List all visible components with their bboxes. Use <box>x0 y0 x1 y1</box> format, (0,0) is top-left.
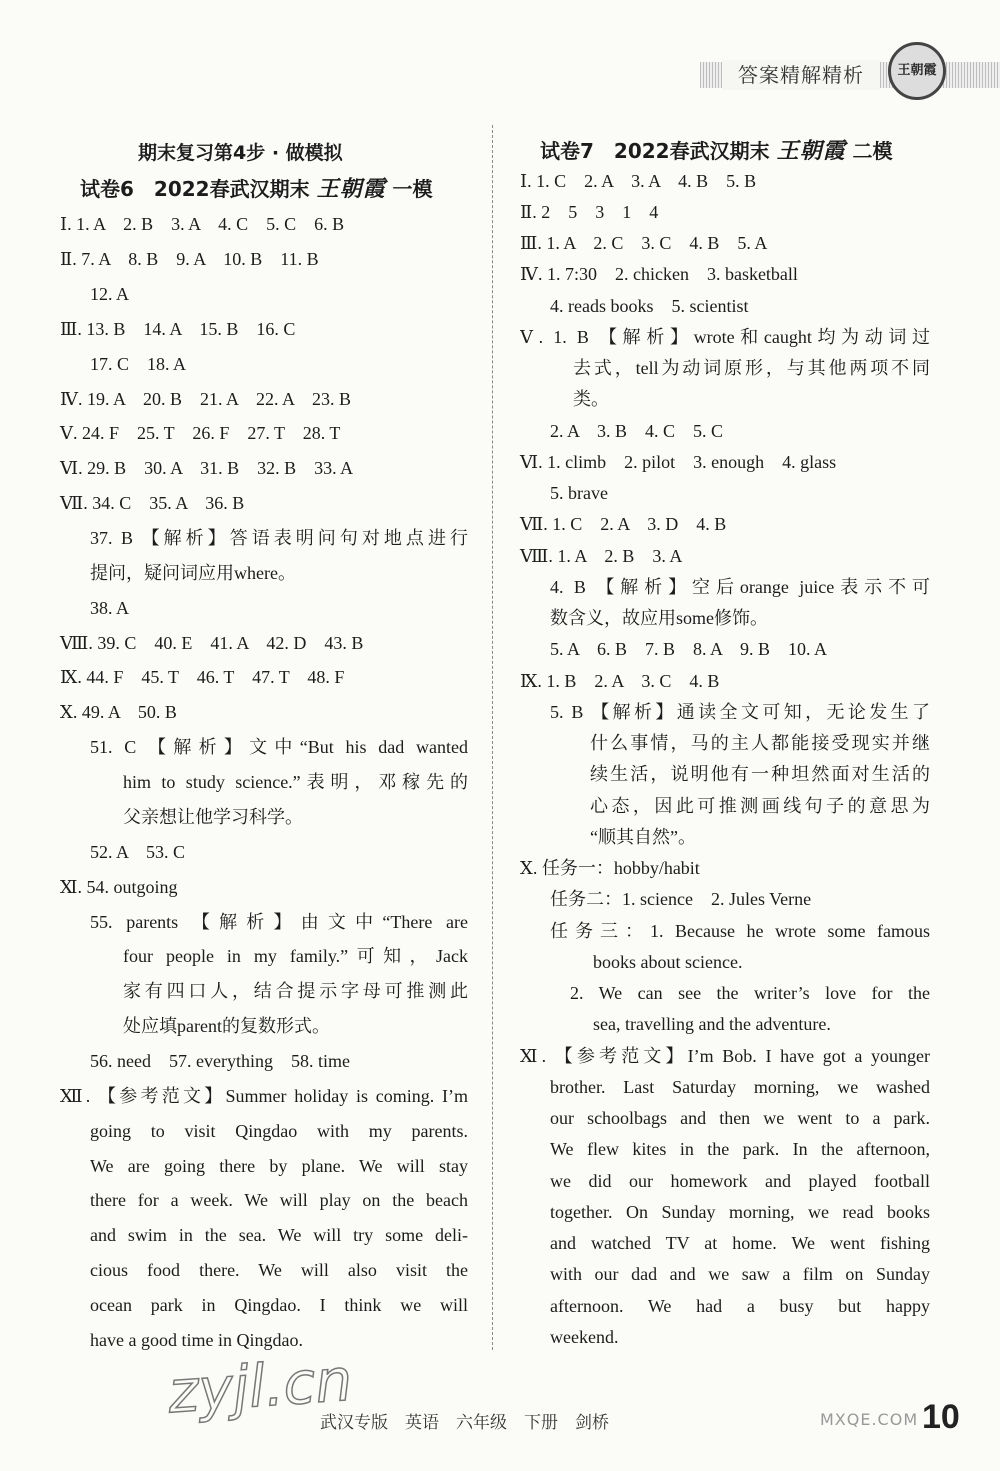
answer-line: him to study science.”表明，邓稼先的 <box>123 772 468 792</box>
answer-line: 56. need 57. everything 58. time <box>90 1051 350 1071</box>
answer-line: we did our homework and played football <box>550 1171 930 1191</box>
header-label: 答案精解精析 <box>722 60 880 90</box>
answer-line: weekend. <box>550 1327 619 1347</box>
section-heading: 期末复习第4步 · 做模拟 <box>138 142 343 164</box>
answer-line: and watched TV at home. We went fishing <box>550 1233 930 1253</box>
answer-line: 任务三：1. Because he wrote some famous <box>550 921 930 941</box>
answer-line: cious food there. We will also visit the <box>90 1260 468 1280</box>
paper-title-suffix: 二模 <box>852 139 893 163</box>
answer-line: Ⅷ. 1. A 2. B 3. A <box>520 546 683 566</box>
page-number: 10 <box>922 1398 960 1436</box>
answer-line: Ⅱ. 2 5 3 1 4 <box>520 202 659 222</box>
answer-line: 5. brave <box>550 483 608 503</box>
answer-line: 续生活，说明他有一种坦然面对生活的 <box>590 764 930 784</box>
answer-line: 类。 <box>573 389 609 409</box>
answer-line: there for a week. We will play on the beach <box>90 1190 468 1210</box>
answer-line: Ⅸ. 1. B 2. A 3. C 4. B <box>520 671 720 691</box>
answer-line: our schoolbags and then we went to a park. <box>550 1108 930 1128</box>
answer-line: 家有四口人，结合提示字母可推测此 <box>123 981 468 1001</box>
answer-line: 处应填parent的复数形式。 <box>123 1016 330 1036</box>
answer-line: ocean park in Qingdao. I think we will <box>90 1295 468 1315</box>
answer-line: 心态，因此可推测画线句子的意思为 <box>590 796 930 816</box>
answer-line: 17. C 18. A <box>90 354 187 374</box>
watermark-left: zyjl.cn <box>165 1345 355 1427</box>
answer-line: 2. We can see the writer’s love for the <box>570 983 930 1003</box>
paper-title-prefix: 试卷6 2022春武汉期末 <box>80 177 310 201</box>
answer-line: brother. Last Saturday morning, we washed <box>550 1077 930 1097</box>
answer-line: four people in my family.”可知，Jack <box>123 946 468 966</box>
answer-line: We are going there by plane. We will stay <box>90 1156 468 1176</box>
answer-line: Ⅶ. 1. C 2. A 3. D 4. B <box>520 514 727 534</box>
signature-logo: 王朝霞 <box>776 138 846 164</box>
paper-title-prefix: 试卷7 2022春武汉期末 <box>540 139 770 163</box>
answer-line: 4. reads books 5. scientist <box>550 296 749 316</box>
answer-line: Ⅻ. 【参考范文】Summer holiday is coming. I’m <box>60 1086 468 1106</box>
answer-line: 什么事情，马的主人都能接受现实并继 <box>590 733 930 753</box>
answer-line: 51. C 【解析】文中“But his dad wanted <box>90 737 468 757</box>
answer-line: Ⅲ. 13. B 14. A 15. B 16. C <box>60 319 296 339</box>
answer-line: Ⅺ. 【参考范文】I’m Bob. I have got a younger <box>520 1046 930 1066</box>
answer-line: We flew kites in the park. In the afternoon, <box>550 1139 930 1159</box>
answer-line: 任务二：1. science 2. Jules Verne <box>550 889 812 909</box>
answer-line: Ⅰ. 1. C 2. A 3. A 4. B 5. B <box>520 171 757 191</box>
answer-line: Ⅴ. 24. F 25. T 26. F 27. T 28. T <box>60 423 341 443</box>
logo-seal: 王朝霞 <box>888 42 946 100</box>
answer-line: 2. A 3. B 4. C 5. C <box>550 421 724 441</box>
answer-line: Ⅷ. 39. C 40. E 41. A 42. D 43. B <box>60 633 364 653</box>
paper-title-suffix: 一模 <box>392 177 433 201</box>
footer-text: 武汉专版 英语 六年级 下册 剑桥 <box>320 1413 609 1433</box>
answer-line: Ⅹ. 任务一：hobby/habit <box>520 858 700 878</box>
answer-line: 提问，疑问词应用where。 <box>90 563 296 583</box>
answer-line: and swim in the sea. We will try some deli- <box>90 1225 468 1245</box>
column-divider <box>492 125 493 1350</box>
answer-line: 数含义，故应用some修饰。 <box>550 608 768 628</box>
answer-line: Ⅵ. 1. climb 2. pilot 3. enough 4. glass <box>520 452 837 472</box>
answer-line: 37. B 【解析】答语表明问句对地点进行 <box>90 528 468 548</box>
answer-line: books about science. <box>593 952 743 972</box>
answer-line: 5. B 【解析】通读全文可知，无论发生了 <box>550 702 930 722</box>
answer-line: Ⅳ. 19. A 20. B 21. A 22. A 23. B <box>60 389 352 409</box>
answer-line: 12. A <box>90 284 130 304</box>
answer-line: Ⅳ. 1. 7:30 2. chicken 3. basketball <box>520 264 798 284</box>
answer-line: with our dad and we saw a film on Sunday <box>550 1264 930 1284</box>
answer-line: Ⅹ. 49. A 50. B <box>60 702 177 722</box>
answer-line: Ⅺ. 54. outgoing <box>60 877 178 897</box>
watermark-right: MXQE.COM <box>820 1410 919 1429</box>
answer-line: Ⅰ. 1. A 2. B 3. A 4. C 5. C 6. B <box>60 214 345 234</box>
answer-line: 4. B 【解析】空后orange juice表示不可 <box>550 577 930 597</box>
answer-line: Ⅶ. 34. C 35. A 36. B <box>60 493 245 513</box>
signature-logo: 王朝霞 <box>316 176 386 202</box>
answer-line: 5. A 6. B 7. B 8. A 9. B 10. A <box>550 639 828 659</box>
answer-line: sea, travelling and the adventure. <box>593 1014 831 1034</box>
answer-line: going to visit Qingdao with my parents. <box>90 1121 468 1141</box>
answer-line: Ⅵ. 29. B 30. A 31. B 32. B 33. A <box>60 458 354 478</box>
paper-title-7 <box>540 134 893 165</box>
answer-line: Ⅱ. 7. A 8. B 9. A 10. B 11. B <box>60 249 319 269</box>
answer-line: Ⅸ. 44. F 45. T 46. T 47. T 48. F <box>60 667 345 687</box>
answer-line: have a good time in Qingdao. <box>90 1330 303 1350</box>
answer-line: 去式，tell为动词原形，与其他两项不同 <box>573 358 930 378</box>
answer-line: “顺其自然”。 <box>590 827 696 847</box>
answer-line: 38. A <box>90 598 130 618</box>
answer-line: 52. A 53. C <box>90 842 186 862</box>
answer-line: 55. parents 【解析】由文中“There are <box>90 912 468 932</box>
answer-line: Ⅴ. 1. B 【解析】wrote和caught均为动词过 <box>520 327 930 347</box>
paper-title-6 <box>80 172 433 203</box>
answer-line: together. On Sunday morning, we read books <box>550 1202 930 1222</box>
answer-line: Ⅲ. 1. A 2. C 3. C 4. B 5. A <box>520 233 768 253</box>
answer-line: 父亲想让他学习科学。 <box>123 807 303 827</box>
answer-line: afternoon. We had a busy but happy <box>550 1296 930 1316</box>
